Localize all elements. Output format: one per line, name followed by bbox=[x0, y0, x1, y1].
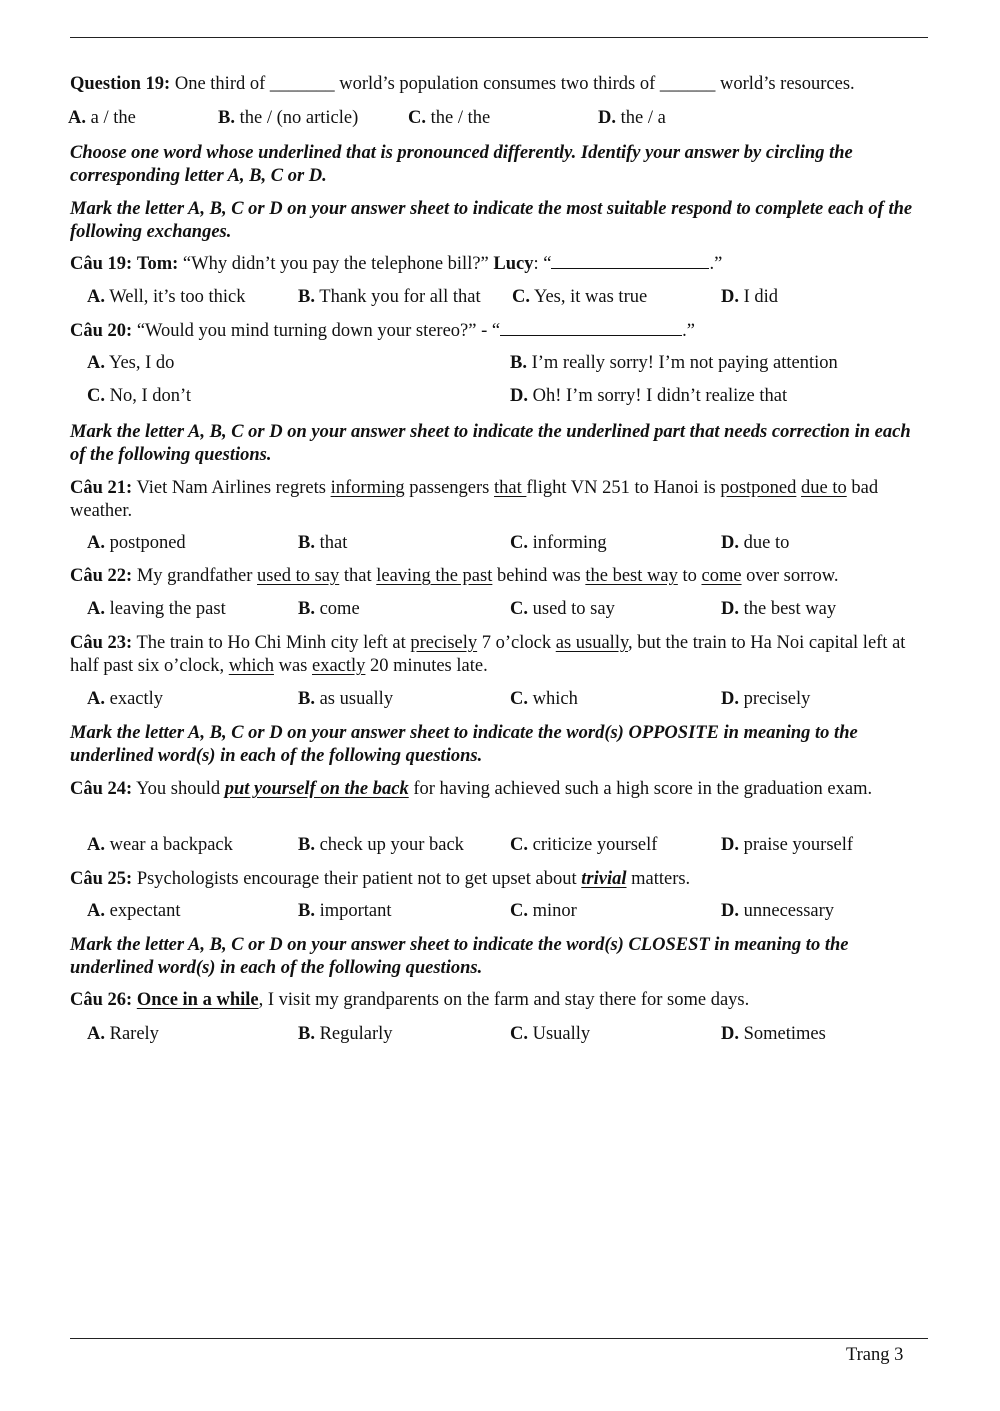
question-text: was bbox=[273, 656, 312, 676]
question-text: behind was bbox=[492, 566, 586, 586]
c21-option-c[interactable] bbox=[510, 533, 607, 554]
question-text: , but the train to Ha Noi capital left at half past six o’clock, bbox=[70, 633, 906, 676]
option-text: exactly bbox=[109, 689, 164, 709]
question-text: The train to Ho Chi Minh city left at bbox=[136, 633, 411, 653]
option-text: unnecessary bbox=[743, 901, 835, 921]
c21-option-a[interactable] bbox=[87, 533, 186, 554]
q19-option-b[interactable] bbox=[218, 108, 358, 129]
underlined-part: exactly bbox=[312, 656, 366, 676]
question-text: “Would you mind turning down your stereo?” - “ bbox=[136, 321, 501, 341]
page-number: Trang 3 bbox=[846, 1345, 904, 1365]
option-letter: C. bbox=[408, 108, 426, 128]
underlined-part: leaving the past bbox=[376, 566, 493, 586]
option-letter: A. bbox=[87, 1024, 105, 1044]
question-c24 bbox=[70, 778, 930, 801]
question-text: , I visit my grandparents on the farm and stay there for some days. bbox=[258, 990, 750, 1010]
option-letter: D. bbox=[721, 835, 739, 855]
c26-option-a[interactable] bbox=[87, 1024, 159, 1045]
underlined-part: used to say bbox=[257, 566, 340, 586]
quote-close: .” bbox=[682, 321, 695, 341]
question-text: passengers bbox=[404, 478, 495, 498]
option-letter: C. bbox=[512, 287, 530, 307]
c25-option-b[interactable] bbox=[298, 901, 392, 922]
option-letter: C. bbox=[510, 533, 528, 553]
option-letter: D. bbox=[721, 287, 739, 307]
question-text: bad weather. bbox=[70, 478, 879, 521]
option-text: come bbox=[319, 599, 360, 619]
question-text: Viet Nam Airlines regrets bbox=[136, 478, 331, 498]
option-letter: B. bbox=[298, 533, 315, 553]
q19-option-d[interactable] bbox=[598, 108, 666, 129]
option-letter: B. bbox=[298, 599, 315, 619]
quote-open: : “ bbox=[533, 254, 552, 274]
speaker-tom: Tom: bbox=[136, 254, 179, 274]
option-letter: B. bbox=[298, 1024, 315, 1044]
option-letter: D. bbox=[721, 599, 739, 619]
instruction-opposite: Mark the letter A, B, C or D on your answer sheet to indicate the word(s) OPPOSITE in meaning to the underlined word(s) in each of the following questions. bbox=[70, 723, 858, 766]
c24-option-a[interactable] bbox=[87, 835, 233, 856]
underlined-part: which bbox=[228, 656, 274, 676]
question-label: Câu 21: bbox=[70, 478, 133, 498]
question-c19 bbox=[70, 254, 722, 275]
question-19 bbox=[70, 74, 855, 95]
c23-option-b[interactable] bbox=[298, 689, 393, 710]
option-letter: D. bbox=[510, 386, 528, 406]
question-label: Câu 22: bbox=[70, 566, 133, 586]
c22-option-a[interactable] bbox=[87, 599, 226, 620]
option-letter: A. bbox=[87, 901, 105, 921]
c20-option-d[interactable] bbox=[510, 386, 787, 407]
underlined-part: the best way bbox=[585, 566, 678, 586]
underlined-part: informing bbox=[330, 478, 405, 498]
question-label: Câu 19: bbox=[70, 254, 133, 274]
c26-option-c[interactable] bbox=[510, 1024, 590, 1045]
option-text: No, I don’t bbox=[109, 386, 191, 406]
c25-option-a[interactable] bbox=[87, 901, 181, 922]
question-c20 bbox=[70, 321, 695, 342]
option-text: postponed bbox=[109, 533, 186, 553]
option-letter: B. bbox=[298, 689, 315, 709]
c24-option-c[interactable] bbox=[510, 835, 657, 856]
option-text: the / the bbox=[430, 108, 491, 128]
instruction-correction: Mark the letter A, B, C or D on your answer sheet to indicate the underlined part that needs correction in each of the following questions. bbox=[70, 422, 911, 465]
question-label: Question 19: bbox=[70, 74, 171, 94]
option-text: used to say bbox=[532, 599, 615, 619]
c25-option-d[interactable] bbox=[721, 901, 834, 922]
option-text: I’m really sorry! I’m not paying attention bbox=[531, 353, 838, 373]
question-text: matters. bbox=[626, 869, 691, 889]
c22-option-b[interactable] bbox=[298, 599, 360, 620]
quote-close: .” bbox=[709, 254, 723, 274]
option-letter: B. bbox=[298, 287, 315, 307]
option-letter: C. bbox=[510, 835, 528, 855]
underlined-part: that bbox=[494, 478, 527, 498]
option-letter: B. bbox=[298, 835, 315, 855]
q19-option-a[interactable] bbox=[68, 108, 136, 129]
option-text: the / (no article) bbox=[239, 108, 359, 128]
option-text: precisely bbox=[743, 689, 811, 709]
option-letter: B. bbox=[218, 108, 235, 128]
underlined-part: come bbox=[701, 566, 742, 586]
c21-option-d[interactable] bbox=[721, 533, 789, 554]
question-text: My grandfather bbox=[136, 566, 258, 586]
speaker-lucy: Lucy bbox=[493, 254, 534, 274]
header-rule bbox=[70, 37, 928, 38]
question-text: for having achieved such a high score in the graduation exam. bbox=[408, 779, 873, 799]
question-c25 bbox=[70, 869, 690, 890]
question-text: over sorrow. bbox=[741, 566, 839, 586]
option-text: Oh! I’m sorry! I didn’t realize that bbox=[532, 386, 788, 406]
question-label: Câu 24: bbox=[70, 779, 133, 799]
instruction-pronunciation: Choose one word whose underlined that is pronounced differently. Identify your answer by circling the corresponding letter A, B, C or D. bbox=[70, 143, 853, 186]
option-text: Yes, I do bbox=[108, 353, 175, 373]
c22-option-d[interactable] bbox=[721, 599, 836, 620]
underlined-part: due to bbox=[801, 478, 847, 498]
c24-option-b[interactable] bbox=[298, 835, 464, 856]
underlined-part: put yourself on the back bbox=[224, 779, 409, 799]
option-text: the best way bbox=[743, 599, 837, 619]
question-text: 7 o’clock bbox=[477, 633, 556, 653]
question-text: One third of _______ world’s population consumes two thirds of ______ world’s resources. bbox=[174, 74, 855, 94]
underlined-part: precisely bbox=[410, 633, 478, 653]
answer-blank[interactable] bbox=[500, 321, 682, 336]
question-label: Câu 26: bbox=[70, 990, 133, 1010]
c25-option-c[interactable] bbox=[510, 901, 577, 922]
underlined-part: trivial bbox=[581, 869, 627, 889]
option-letter: D. bbox=[721, 1024, 739, 1044]
option-letter: A. bbox=[87, 689, 105, 709]
c26-option-b[interactable] bbox=[298, 1024, 393, 1045]
question-label: Câu 20: bbox=[70, 321, 133, 341]
option-text: which bbox=[532, 689, 578, 709]
question-text: You should bbox=[136, 779, 225, 799]
option-letter: C. bbox=[510, 901, 528, 921]
underlined-part: as usually bbox=[555, 633, 629, 653]
option-text: wear a backpack bbox=[109, 835, 233, 855]
option-text: Regularly bbox=[319, 1024, 393, 1044]
option-text: Rarely bbox=[109, 1024, 159, 1044]
option-letter: A. bbox=[68, 108, 86, 128]
option-letter: C. bbox=[510, 689, 528, 709]
question-label: Câu 23: bbox=[70, 633, 133, 653]
answer-blank[interactable] bbox=[551, 254, 709, 269]
c26-option-d[interactable] bbox=[721, 1024, 826, 1045]
option-letter: A. bbox=[87, 599, 105, 619]
option-letter: C. bbox=[87, 386, 105, 406]
question-c22 bbox=[70, 566, 838, 587]
option-text: expectant bbox=[109, 901, 181, 921]
option-text: I did bbox=[743, 287, 779, 307]
c19-option-c[interactable] bbox=[512, 287, 647, 308]
option-letter: D. bbox=[598, 108, 616, 128]
c19-option-b[interactable] bbox=[298, 287, 481, 308]
option-text: Yes, it was true bbox=[533, 287, 648, 307]
option-text: Sometimes bbox=[743, 1024, 826, 1044]
question-c23 bbox=[70, 632, 930, 678]
question-text: Psychologists encourage their patient not to get upset about bbox=[136, 869, 582, 889]
option-letter: D. bbox=[721, 901, 739, 921]
option-text: as usually bbox=[319, 689, 394, 709]
instruction-exchanges: Mark the letter A, B, C or D on your answer sheet to indicate the most suitable respond to complete each of the following exchanges. bbox=[70, 199, 913, 242]
option-text: Thank you for all that bbox=[319, 287, 481, 307]
c20-option-b[interactable] bbox=[510, 353, 838, 374]
option-letter: C. bbox=[510, 1024, 528, 1044]
option-text: a / the bbox=[90, 108, 136, 128]
c21-option-b[interactable] bbox=[298, 533, 347, 554]
question-text: flight VN 251 to Hanoi is bbox=[526, 478, 721, 498]
option-text: Usually bbox=[532, 1024, 591, 1044]
option-text: praise yourself bbox=[743, 835, 854, 855]
option-text: check up your back bbox=[319, 835, 464, 855]
option-letter: D. bbox=[721, 533, 739, 553]
question-text: that bbox=[339, 566, 377, 586]
c20-option-c[interactable] bbox=[87, 386, 191, 407]
question-label: Câu 25: bbox=[70, 869, 133, 889]
option-text: important bbox=[319, 901, 392, 921]
instruction-closest: Mark the letter A, B, C or D on your answer sheet to indicate the word(s) CLOSEST in meaning to the underlined word(s) in each of the following questions. bbox=[70, 935, 849, 978]
c22-option-c[interactable] bbox=[510, 599, 615, 620]
option-text: due to bbox=[743, 533, 790, 553]
c19-option-d[interactable] bbox=[721, 287, 778, 308]
option-letter: B. bbox=[298, 901, 315, 921]
option-text: criticize yourself bbox=[532, 835, 658, 855]
option-text: informing bbox=[532, 533, 607, 553]
option-letter: B. bbox=[510, 353, 527, 373]
c24-option-d[interactable] bbox=[721, 835, 853, 856]
option-letter: D. bbox=[721, 689, 739, 709]
question-text: 20 minutes late. bbox=[365, 656, 488, 676]
option-letter: A. bbox=[87, 533, 105, 553]
option-text: Well, it’s too thick bbox=[109, 287, 246, 307]
q19-option-c[interactable] bbox=[408, 108, 490, 129]
option-text: that bbox=[319, 533, 348, 553]
option-text: leaving the past bbox=[109, 599, 226, 619]
option-letter: A. bbox=[87, 835, 105, 855]
c23-option-c[interactable] bbox=[510, 689, 578, 710]
option-letter: A. bbox=[87, 353, 105, 373]
underlined-part: postponed bbox=[720, 478, 797, 498]
question-text: “Why didn’t you pay the telephone bill?” bbox=[182, 254, 489, 274]
footer-rule bbox=[70, 1338, 928, 1339]
option-letter: C. bbox=[510, 599, 528, 619]
question-text: to bbox=[677, 566, 702, 586]
option-text: the / a bbox=[620, 108, 666, 128]
c19-option-a[interactable] bbox=[87, 287, 246, 308]
underlined-part: Once in a while bbox=[136, 990, 259, 1010]
option-text: minor bbox=[532, 901, 577, 921]
option-letter: A. bbox=[87, 287, 105, 307]
question-c21 bbox=[70, 477, 930, 523]
c23-option-a[interactable] bbox=[87, 689, 163, 710]
question-c26 bbox=[70, 990, 749, 1011]
c23-option-d[interactable] bbox=[721, 689, 810, 710]
c20-option-a[interactable] bbox=[87, 353, 174, 374]
